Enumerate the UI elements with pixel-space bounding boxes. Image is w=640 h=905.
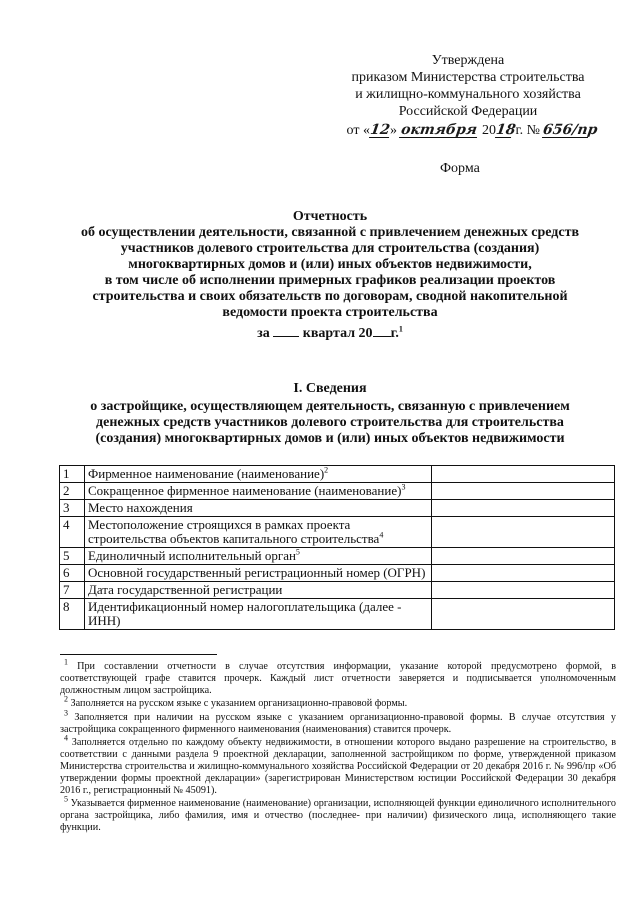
- year-prefix: 20: [481, 123, 496, 138]
- section-title: I. Сведения: [293, 381, 367, 396]
- title-line-6: строительства и своих обязательств по договорам, сводной накопительной: [92, 289, 568, 304]
- handwritten-day: 12: [369, 122, 391, 138]
- approval-line-1: Утверждена: [431, 53, 505, 68]
- table-row: [60, 548, 615, 565]
- row-value-cell[interactable]: [432, 517, 615, 548]
- footnote-ref-1: 1: [398, 324, 403, 334]
- title-line-1: Отчетность: [292, 209, 368, 224]
- title-line-3: участников долевого строительства для строительства (создания): [120, 241, 540, 256]
- title-line-4: многоквартирных домов и (или) иных объектов недвижимости,: [128, 257, 532, 272]
- row-label: Место нахождения: [85, 500, 432, 517]
- footnote-4: $^4$ Заполняется отдельно по каждому объекту недвижимости, в отношении которого выдано разрешение на строительство, в соответствии с данными раздела 9 проектной декларации, заполненной застройщиком по форме, утвержденной приказом Министерства строительства и жилищно-коммунального хозяйства Российской Федерации от 20 декабря 2016 г. № 996/пр «Об утверждении формы проектной декларации» (зарегистрирован Министерством юстиции Российской Федерации 30 декабря 2016 г., регистрационный № 45091).: [60, 733, 617, 796]
- row-label: Единоличный исполнительный орган$^5$: [85, 548, 432, 565]
- table-row: [60, 582, 615, 599]
- footnote-2: $^2$ Заполняется на русском языке с указанием организационно-правовой формы.: [64, 694, 408, 710]
- handwritten-month: октября: [400, 122, 479, 138]
- row-number: 6: [60, 565, 85, 582]
- row-value-cell[interactable]: [432, 548, 615, 565]
- row-number: 7: [60, 582, 85, 599]
- table-row: [60, 466, 615, 483]
- handwritten-number: 656/пр: [542, 122, 599, 138]
- approval-block: [318, 52, 618, 139]
- row-value-cell[interactable]: [432, 565, 615, 582]
- row-number: 2: [60, 483, 85, 500]
- period-suffix: г.: [390, 326, 399, 341]
- approval-line-2: приказом Министерства строительства: [351, 70, 585, 85]
- footnotes: [60, 657, 617, 835]
- footnote-1: $^1$ При составлении отчетности в случае отсутствия информации, указание которой предусмотрено формой, в соответствующей графе ставится прочерк. Каждый лист отчетности заверяется и подписывается уполномоченным должностным лицом застройщика.: [60, 657, 617, 696]
- approval-date-line: [318, 122, 618, 139]
- footnote-5: $^5$ Указывается фирменное наименование (наименование) организации, исполняющей функции единоличного исполнительного органа застройщика, либо фамилия, имя и отчество (последнее- при наличии) физического лица, исполняющего такие функции.: [60, 794, 616, 833]
- row-value-cell[interactable]: [432, 466, 615, 483]
- footnote-divider: [60, 654, 217, 655]
- document-title: [40, 209, 620, 342]
- title-line-2: об осуществлении деятельности, связанной с привлечением денежных средств: [80, 225, 580, 240]
- row-number: 8: [60, 599, 85, 630]
- table-row: [60, 565, 615, 582]
- period-prefix: за: [257, 326, 270, 341]
- section-line-2: денежных средств участников долевого строительства для строительства: [96, 415, 564, 430]
- row-number: 5: [60, 548, 85, 565]
- section-line-3: (создания) многоквартирных домов и (или) иных объектов недвижимости: [95, 431, 565, 446]
- developer-info-table: [59, 465, 615, 630]
- approval-line-3: и жилищно-коммунального хозяйства: [355, 87, 581, 102]
- quarter-blank: [273, 325, 299, 337]
- period-mid: квартал 20: [302, 326, 373, 341]
- table-row: [60, 483, 615, 500]
- row-value-cell[interactable]: [432, 500, 615, 517]
- row-value-cell[interactable]: [432, 483, 615, 500]
- row-label: Местоположение строящихся в рамках проекта строительства объектов капитального строительства$^4$: [85, 517, 432, 548]
- year-suffix: г. №: [515, 123, 540, 138]
- table-row: [60, 517, 615, 548]
- date-mid: »: [389, 123, 397, 138]
- row-value-cell[interactable]: [432, 582, 615, 599]
- row-number: 4: [60, 517, 85, 548]
- approval-line-4: Российской Федерации: [398, 104, 538, 119]
- footnote-3: $^3$ Заполняется при наличии на русском языке с указанием организационно-правовой формы. В случае отсутствия у застройщика сокращенного фирменного наименования (наименования) ставится прочерк.: [60, 708, 616, 735]
- table-row: [60, 599, 615, 630]
- row-label: Сокращенное фирменное наименование (наименование)$^3$: [85, 483, 432, 500]
- title-line-7: ведомости проекта строительства: [222, 305, 438, 320]
- section-line-1: о застройщике, осуществляющем деятельность, связанную с привлечением: [90, 399, 570, 414]
- section-heading: [40, 381, 620, 447]
- row-label: Фирменное наименование (наименование)$^2$: [85, 466, 432, 483]
- year-blank: [373, 325, 391, 337]
- reporting-period: [40, 325, 620, 342]
- title-line-5: в том числе об исполнении примерных графиков реализации проектов: [104, 273, 556, 288]
- row-number: 1: [60, 466, 85, 483]
- handwritten-year: 18: [494, 122, 517, 138]
- date-prefix: от «: [346, 123, 370, 138]
- row-number: 3: [60, 500, 85, 517]
- row-value-cell[interactable]: [432, 599, 615, 630]
- row-label: Идентификационный номер налогоплательщика (далее - ИНН): [85, 599, 432, 630]
- row-label: Дата государственной регистрации: [85, 582, 432, 599]
- form-label: Форма: [440, 161, 480, 176]
- row-label: Основной государственный регистрационный номер (ОГРН): [85, 565, 432, 582]
- table-row: [60, 500, 615, 517]
